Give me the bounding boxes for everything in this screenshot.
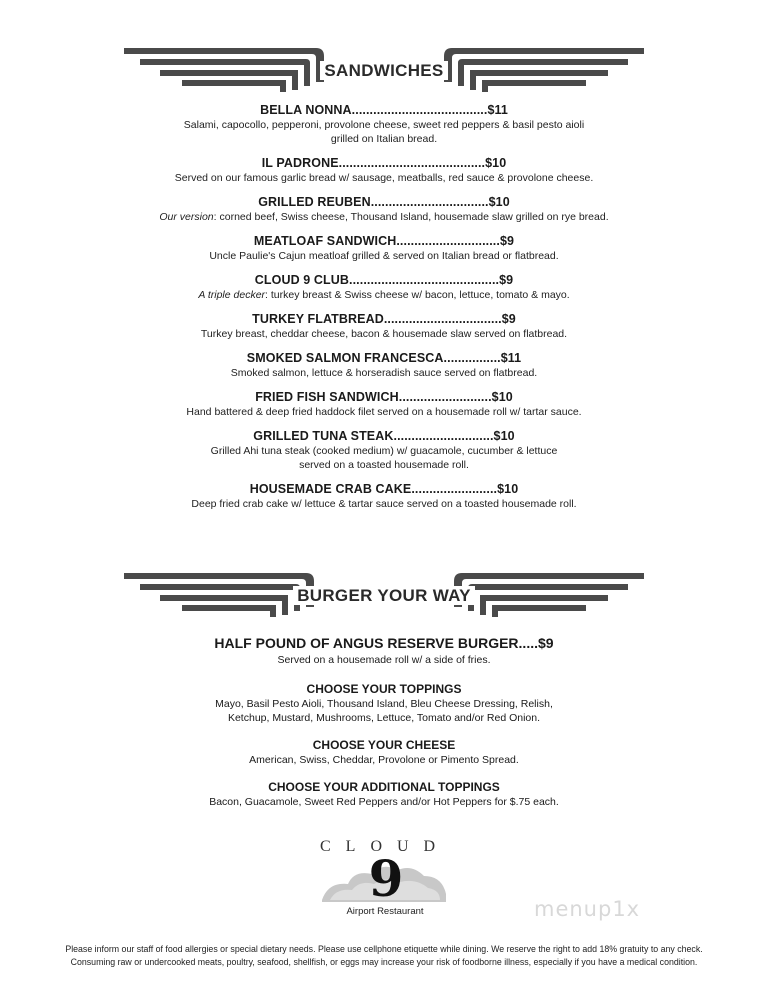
item-name: FRIED FISH SANDWICH..........................$10 [255, 390, 513, 404]
item-name: HOUSEMADE CRAB CAKE........................$10 [249, 482, 519, 496]
burger-description: Served on a housemade roll w/ a side of fries. [277, 654, 491, 666]
item-name: TURKEY FLATBREAD.................................$9 [252, 312, 516, 326]
item-description-prefix: A triple decker [198, 289, 266, 301]
menu-item [0, 350, 768, 380]
cheese-heading: CHOOSE YOUR CHEESE [312, 738, 456, 752]
item-name: IL PADRONE.........................................$10 [261, 156, 507, 170]
menu-item [0, 428, 768, 472]
burger-banner [120, 567, 648, 627]
menu-item [0, 272, 768, 302]
item-description [0, 210, 768, 224]
cloud-nine-icon [320, 852, 450, 908]
cheese-list: American, Swiss, Cheddar, Provolone or Pimento Spread. [249, 754, 519, 766]
menu-item [0, 481, 768, 511]
toppings-list [0, 697, 768, 725]
item-description-prefix: Our version [159, 211, 214, 223]
sandwiches-title: SANDWICHES [120, 61, 648, 81]
logo-subtitle: Airport Restaurant [346, 906, 424, 917]
item-description: Smoked salmon, lettuce & horseradish sauce served on flatbread. [230, 367, 538, 379]
item-description: Grilled Ahi tuna steak (cooked medium) w/ guacamole, cucumber & lettuce [210, 445, 558, 457]
footer-line: Please inform our staff of food allergies or special dietary needs. Please use cellphone etiquette while dining. We reserve the right to add 18% gratuity to any check. [65, 944, 703, 954]
logo-numeral: 9 [368, 852, 404, 908]
item-name: MEATLOAF SANDWICH.............................$9 [253, 234, 515, 248]
burger-name: HALF POUND OF ANGUS RESERVE BURGER.....$9 [214, 635, 554, 651]
item-name: GRILLED TUNA STEAK............................$10 [253, 429, 515, 443]
sandwiches-banner [120, 42, 648, 102]
toppings-heading: CHOOSE YOUR TOPPINGS [306, 682, 462, 696]
item-description [0, 288, 768, 302]
toppings-line: Mayo, Basil Pesto Aioli, Thousand Island, Bleu Cheese Dressing, Relish, [215, 698, 553, 710]
item-description-line2: grilled on Italian bread. [330, 133, 438, 145]
menu-item [0, 155, 768, 185]
item-description: Salami, capocollo, pepperoni, provolone cheese, sweet red peppers & basil pesto aioli [183, 119, 585, 131]
toppings-line: Ketchup, Mustard, Mushrooms, Lettuce, Tomato and/or Red Onion. [227, 712, 541, 724]
menu-item [0, 389, 768, 419]
additional-heading: CHOOSE YOUR ADDITIONAL TOPPINGS [268, 780, 500, 794]
item-description-text: : turkey breast & Swiss cheese w/ bacon, lettuce, tomato & mayo. [265, 289, 570, 301]
item-name: GRILLED REUBEN.................................$10 [258, 195, 510, 209]
item-name: CLOUD 9 CLUB..........................................$9 [254, 273, 514, 287]
menu-item [0, 194, 768, 224]
additional-list: Bacon, Guacamole, Sweet Red Peppers and/or Hot Peppers for $.75 each. [209, 796, 559, 808]
burger-section [0, 633, 768, 821]
item-name: BELLA NONNA......................................$11 [260, 103, 508, 117]
item-name: SMOKED SALMON FRANCESCA................$11 [246, 351, 522, 365]
item-description: Uncle Paulie's Cajun meatloaf grilled & served on Italian bread or flatbread. [209, 250, 559, 262]
footer-line: Consuming raw or undercooked meats, poultry, seafood, shellfish, or eggs may increase your risk of foodborne illness, especially if you have a medical condition. [70, 957, 698, 967]
logo-word: CLOUD [320, 838, 451, 855]
watermark: menup1x [534, 897, 641, 921]
sandwich-list [0, 102, 768, 520]
burger-title: BURGER YOUR WAY [120, 586, 648, 606]
item-description: Deep fried crab cake w/ lettuce & tartar sauce served on a toasted housemade roll. [191, 498, 577, 510]
item-description: Turkey breast, cheddar cheese, bacon & housemade slaw served on flatbread. [200, 328, 568, 340]
item-description: Served on our famous garlic bread w/ sausage, meatballs, red sauce & provolone cheese. [174, 172, 594, 184]
item-description: Hand battered & deep fried haddock filet served on a housemade roll w/ tartar sauce. [186, 406, 582, 418]
item-description-text: : corned beef, Swiss cheese, Thousand Island, housemade slaw grilled on rye bread. [213, 211, 609, 223]
menu-item [0, 311, 768, 341]
cloud9-logo [320, 838, 450, 920]
menu-item [0, 233, 768, 263]
footer-disclaimer [0, 943, 768, 969]
menu-item [0, 102, 768, 146]
item-description-line2: served on a toasted housemade roll. [299, 459, 469, 471]
